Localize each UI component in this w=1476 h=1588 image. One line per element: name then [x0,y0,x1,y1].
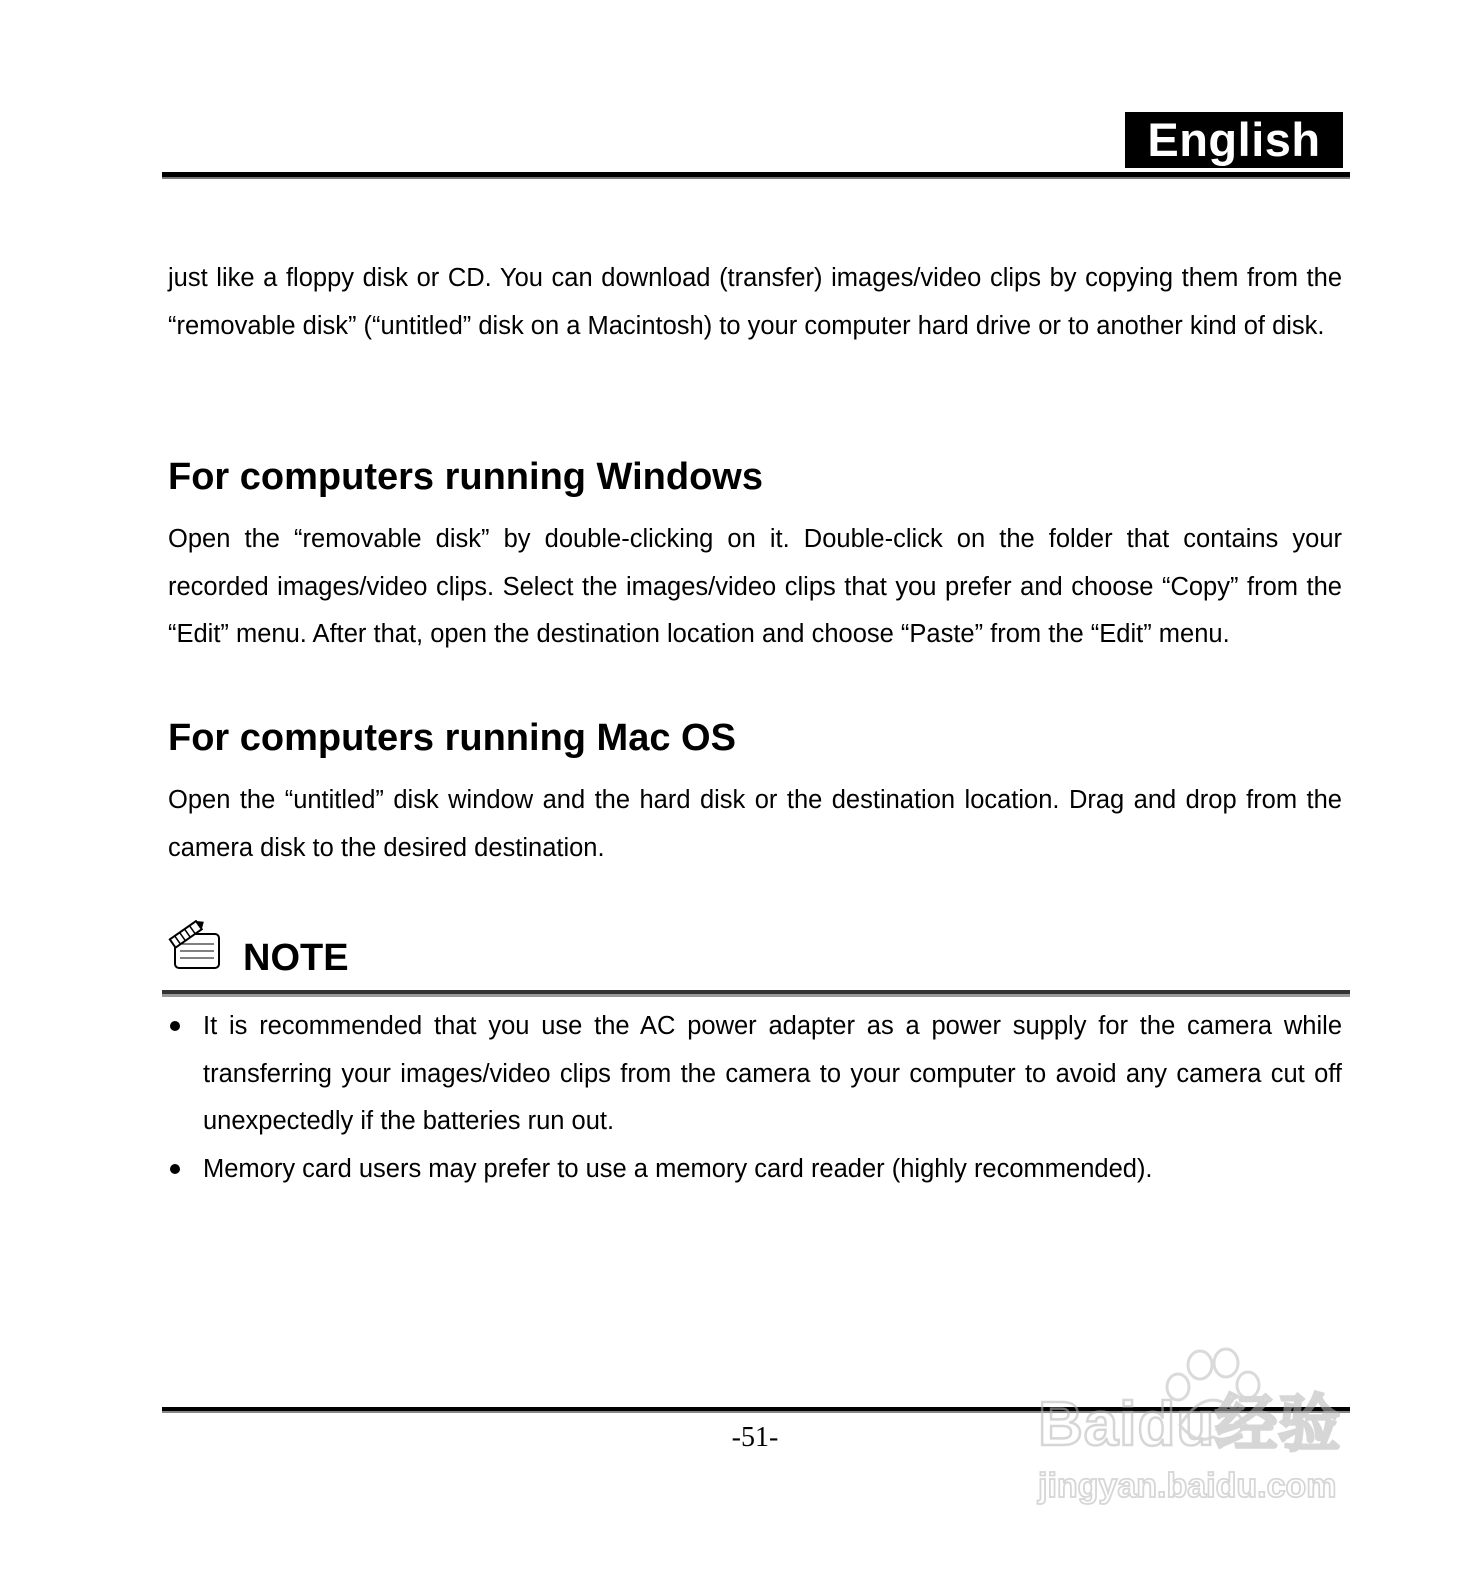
baidu-watermark-logo [1030,1345,1370,1515]
language-badge: English [1125,112,1343,168]
windows-heading: For computers running Windows [168,456,763,498]
page-number: -51- [731,1422,779,1453]
note-item-text: It is recommended that you use the AC power adapter as a power supply for the camera while transferring your images/video clips from the camera to your computer to avoid any camera cut off unexpectedly if the batteries run out. [203,1012,1342,1135]
note-rule-shadow [162,994,1350,997]
header-rule-shadow [162,177,1350,179]
watermark-logo-text: Baidu经验 [1038,1390,1342,1459]
note-pad-icon [166,920,224,972]
note-title: NOTE [243,937,349,979]
watermark-url: jingyan.baidu.com [1038,1467,1337,1505]
intro-paragraph: just like a floppy disk or CD. You can download (transfer) images/video clips by copying them from the “removable disk” (“untitled” disk on a Macintosh) to your computer hard drive or to another kind of disk. [168,264,1342,340]
note-list [168,1003,1342,1193]
note-item-text: Memory card users may prefer to use a memory card reader (highly recommended). [203,1154,1153,1183]
mac-heading: For computers running Mac OS [168,717,736,759]
mac-body: Open the “untitled” disk window and the hard disk or the destination location. Drag and drop from the camera disk to the desired destination. [168,786,1342,862]
bullet-icon [170,1021,180,1031]
note-item [168,1003,1342,1146]
note-item [168,1146,1342,1194]
windows-body: Open the “removable disk” by double-clicking on it. Double-click on the folder that contains your recorded images/video clips. Select the images/video clips that you prefer and choose “Copy” from the “Edit” menu. After that, open the destination location and choose “Paste” from the “Edit” menu. [168,525,1342,648]
bullet-icon [170,1164,180,1174]
